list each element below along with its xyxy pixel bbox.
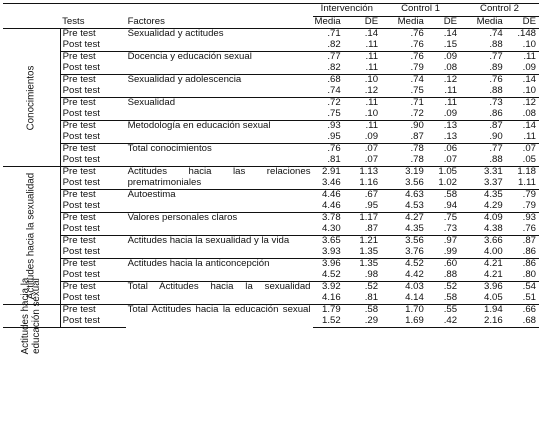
- de-value-cell: .10: [522, 39, 536, 50]
- test-cell: Post test: [62, 292, 100, 303]
- category-label: [3, 277, 60, 355]
- de-value-cell: 1.18: [506, 167, 539, 179]
- de-value-cell: .93: [506, 213, 539, 225]
- test-cell: Pre test: [60, 75, 125, 87]
- de-value-cell: .87: [364, 223, 379, 234]
- de-value-cell: .09: [443, 108, 458, 119]
- de-value-cell: .12: [364, 85, 379, 96]
- media-value-cell: 4.52: [381, 259, 427, 271]
- de-value-cell: .15: [443, 39, 458, 50]
- column-header-media: Media: [381, 17, 427, 29]
- test-cell: Post test: [62, 223, 100, 234]
- de-value-cell: 1.17: [344, 213, 381, 225]
- media-value-cell: .86: [489, 108, 503, 119]
- media-value-cell: 4.03: [381, 282, 427, 294]
- media-value-cell: 4.38: [484, 223, 503, 234]
- results-table: [3, 3, 539, 355]
- media-value-cell: 3.92: [313, 282, 344, 294]
- media-value-cell: 4.42: [405, 269, 424, 280]
- de-value-cell: .09: [427, 52, 460, 64]
- de-value-cell: 1.02: [438, 177, 458, 188]
- de-value-cell: 1.05: [427, 167, 460, 179]
- media-value-cell: 3.56: [405, 177, 424, 188]
- group-header-control-2: Control 2: [460, 4, 539, 17]
- de-value-cell: .11: [365, 62, 379, 73]
- media-value-cell: 3.96: [460, 282, 506, 294]
- de-value-cell: .86: [506, 259, 539, 271]
- header-row-groups: [3, 4, 539, 17]
- media-value-cell: .76: [410, 28, 424, 39]
- de-value-cell: .52: [427, 282, 460, 294]
- media-value-cell: .78: [410, 154, 424, 165]
- de-value-cell: .81: [364, 292, 379, 303]
- de-value-cell: .12: [506, 98, 539, 110]
- factor-cell: Total Actitudes hacia la sexualidad: [126, 282, 313, 305]
- factor-cell: Sexualidad: [126, 98, 313, 121]
- de-value-cell: .11: [344, 98, 381, 110]
- de-value-cell: 1.35: [344, 259, 381, 271]
- media-value-cell: 4.00: [484, 246, 503, 257]
- media-value-cell: .82: [327, 39, 341, 50]
- de-value-cell: .55: [427, 305, 460, 317]
- de-value-cell: .14: [506, 121, 539, 133]
- test-cell: Pre test: [60, 213, 125, 225]
- de-value-cell: .88: [443, 269, 458, 280]
- de-value-cell: .11: [506, 52, 539, 64]
- media-value-cell: 4.35: [460, 190, 506, 202]
- de-value-cell: .42: [427, 316, 460, 328]
- media-value-cell: .76: [410, 39, 424, 50]
- de-value-cell: .10: [522, 85, 536, 96]
- column-header-media: Media: [313, 17, 344, 29]
- media-value-cell: 3.66: [460, 236, 506, 248]
- de-value-cell: .13: [427, 121, 460, 133]
- de-value-cell: .76: [522, 223, 536, 234]
- media-value-cell: 4.16: [322, 292, 341, 303]
- de-value-cell: .58: [443, 292, 458, 303]
- media-value-cell: .77: [460, 144, 506, 156]
- de-value-cell: .05: [522, 154, 536, 165]
- media-value-cell: .81: [327, 154, 341, 165]
- factor-cell: Metodología en educación sexual: [126, 121, 313, 144]
- media-value-cell: .76: [381, 52, 427, 64]
- media-value-cell: 1.70: [381, 305, 427, 317]
- de-value-cell: .11: [344, 121, 381, 133]
- de-value-cell: .79: [506, 190, 539, 202]
- media-value-cell: .68: [313, 75, 344, 87]
- media-value-cell: 1.52: [313, 316, 344, 328]
- column-header-de: DE: [344, 17, 381, 29]
- factor-cell: Autoestima: [126, 190, 313, 213]
- factor-cell: Valores personales claros: [126, 213, 313, 236]
- group-header-intervencion: Intervención: [313, 4, 382, 17]
- de-value-cell: .58: [427, 190, 460, 202]
- media-value-cell: 4.21: [484, 269, 503, 280]
- media-value-cell: .75: [410, 85, 424, 96]
- media-value-cell: 4.52: [322, 269, 341, 280]
- de-value-cell: .10: [344, 75, 381, 87]
- de-value-cell: .98: [364, 269, 379, 280]
- media-value-cell: .72: [410, 108, 424, 119]
- test-cell: Post test: [62, 269, 100, 280]
- de-value-cell: .97: [427, 236, 460, 248]
- de-value-cell: .94: [443, 200, 458, 211]
- test-cell: Pre test: [60, 144, 125, 156]
- test-cell: Pre test: [62, 28, 96, 39]
- de-value-cell: .13: [443, 131, 458, 142]
- column-header-tests: Tests: [60, 17, 125, 29]
- media-value-cell: .75: [327, 108, 341, 119]
- de-value-cell: .29: [344, 316, 381, 328]
- de-value-cell: .52: [344, 282, 381, 294]
- test-cell: Pre test: [60, 167, 125, 179]
- de-value-cell: .67: [344, 190, 381, 202]
- media-value-cell: .90: [381, 121, 427, 133]
- de-value-cell: .75: [427, 213, 460, 225]
- media-value-cell: 3.19: [381, 167, 427, 179]
- media-value-cell: 2.91: [313, 167, 344, 179]
- media-value-cell: .71: [327, 28, 341, 39]
- media-value-cell: .79: [410, 62, 424, 73]
- de-value-cell: .11: [444, 85, 458, 96]
- media-value-cell: 3.46: [322, 177, 341, 188]
- media-value-cell: .90: [489, 131, 503, 142]
- media-value-cell: .74: [381, 75, 427, 87]
- de-value-cell: .08: [522, 108, 536, 119]
- media-value-cell: 3.37: [484, 177, 503, 188]
- media-value-cell: 3.78: [313, 213, 344, 225]
- factor-cell: Actitudes hacia las relaciones prematrimoniales: [127, 166, 311, 188]
- de-value-cell: .14: [506, 75, 539, 87]
- de-value-cell: .07: [364, 154, 379, 165]
- media-value-cell: .87: [460, 121, 506, 133]
- de-value-cell: .73: [443, 223, 458, 234]
- factor-cell: Total conocimientos: [126, 144, 313, 167]
- media-value-cell: .88: [489, 85, 503, 96]
- test-cell: Post test: [62, 85, 100, 96]
- media-value-cell: 4.27: [381, 213, 427, 225]
- test-cell: Post test: [62, 200, 100, 211]
- de-value-cell: .11: [523, 131, 536, 142]
- factor-cell: Sexualidad y adolescencia: [126, 75, 313, 98]
- media-value-cell: 4.05: [484, 292, 503, 303]
- media-value-cell: 4.35: [405, 223, 424, 234]
- factor-cell: Docencia y educación sexual: [126, 52, 313, 75]
- media-value-cell: 4.30: [322, 223, 341, 234]
- de-value-cell: .11: [427, 98, 460, 110]
- category-text: Conocimientos: [25, 65, 37, 130]
- test-cell: Post test: [62, 177, 100, 188]
- factor-cell: Sexualidad y actitudes: [127, 28, 224, 39]
- de-value-cell: .60: [427, 259, 460, 271]
- media-value-cell: 3.93: [322, 246, 341, 257]
- column-header-de: DE: [427, 17, 460, 29]
- test-cell: Post test: [62, 39, 100, 50]
- media-value-cell: .95: [327, 131, 341, 142]
- column-header-de: DE: [506, 17, 539, 29]
- test-cell: Post test: [62, 62, 100, 73]
- table-body: [3, 28, 539, 355]
- de-value-cell: .07: [443, 154, 458, 165]
- de-value-cell: .54: [506, 282, 539, 294]
- media-value-cell: .73: [460, 98, 506, 110]
- test-cell: Pre test: [60, 259, 125, 271]
- media-value-cell: 1.69: [381, 316, 427, 328]
- media-value-cell: 1.79: [313, 305, 344, 317]
- de-value-cell: .95: [364, 200, 379, 211]
- media-value-cell: .76: [460, 75, 506, 87]
- media-value-cell: 4.63: [381, 190, 427, 202]
- media-value-cell: 3.56: [381, 236, 427, 248]
- de-value-cell: 1.16: [359, 177, 379, 188]
- test-cell: Post test: [62, 154, 100, 165]
- factor-cell: Total Actitudes hacia la educación sexual: [126, 305, 313, 328]
- media-value-cell: 3.76: [405, 246, 424, 257]
- de-value-cell: .12: [427, 75, 460, 87]
- media-value-cell: .74: [327, 85, 341, 96]
- test-cell: Pre test: [60, 98, 125, 110]
- media-value-cell: .93: [313, 121, 344, 133]
- de-value-cell: 1.35: [359, 246, 379, 257]
- media-value-cell: 3.65: [313, 236, 344, 248]
- de-value-cell: .08: [443, 62, 458, 73]
- media-value-cell: 4.46: [313, 190, 344, 202]
- media-value-cell: .76: [313, 144, 344, 156]
- column-header-factores: Factores: [126, 17, 313, 29]
- de-value-cell: .14: [443, 28, 458, 39]
- de-value-cell: .09: [364, 131, 379, 142]
- header-row-columns: [3, 17, 539, 29]
- results-table-container: [3, 3, 539, 355]
- media-value-cell: .88: [489, 154, 503, 165]
- column-header-media: Media: [460, 17, 506, 29]
- test-cell: Pre test: [60, 190, 125, 202]
- media-value-cell: 2.16: [460, 316, 506, 328]
- test-cell: Pre test: [60, 282, 125, 294]
- media-value-cell: .82: [327, 62, 341, 73]
- test-cell: Pre test: [60, 305, 125, 317]
- de-value-cell: .14: [364, 28, 379, 39]
- de-value-cell: .99: [443, 246, 458, 257]
- media-value-cell: 3.31: [460, 167, 506, 179]
- de-value-cell: .87: [506, 236, 539, 248]
- de-value-cell: .58: [344, 305, 381, 317]
- media-value-cell: .72: [313, 98, 344, 110]
- test-cell: Post test: [60, 316, 125, 328]
- media-value-cell: 3.96: [313, 259, 344, 271]
- category-text: Actitudes hacia la educación sexual: [20, 277, 43, 355]
- de-value-cell: .66: [506, 305, 539, 317]
- de-value-cell: .07: [344, 144, 381, 156]
- media-value-cell: .71: [381, 98, 427, 110]
- de-value-cell: 1.21: [344, 236, 381, 248]
- media-value-cell: .77: [460, 52, 506, 64]
- de-value-cell: .68: [506, 316, 539, 328]
- de-value-cell: .11: [344, 52, 381, 64]
- factor-cell: Actitudes hacia la anticoncepción: [126, 259, 313, 282]
- de-value-cell: .148: [517, 28, 536, 39]
- de-value-cell: .10: [364, 108, 379, 119]
- de-value-cell: .80: [522, 269, 536, 280]
- media-value-cell: 4.09: [460, 213, 506, 225]
- category-text: Actitudes hacia la sexualidad: [25, 172, 37, 299]
- media-value-cell: 4.46: [322, 200, 341, 211]
- de-value-cell: .09: [522, 62, 536, 73]
- media-value-cell: 4.29: [484, 200, 503, 211]
- media-value-cell: 1.94: [460, 305, 506, 317]
- de-value-cell: 1.13: [344, 167, 381, 179]
- de-value-cell: .11: [365, 39, 379, 50]
- factor-cell: Actitudes hacia la sexualidad y la vida: [126, 236, 313, 259]
- de-value-cell: .07: [506, 144, 539, 156]
- media-value-cell: .78: [381, 144, 427, 156]
- test-cell: Post test: [62, 131, 100, 142]
- de-value-cell: .86: [522, 246, 536, 257]
- media-value-cell: 4.53: [405, 200, 424, 211]
- media-value-cell: .87: [410, 131, 424, 142]
- media-value-cell: 4.21: [460, 259, 506, 271]
- de-value-cell: 1.11: [518, 177, 536, 188]
- test-cell: Pre test: [60, 236, 125, 248]
- test-cell: Pre test: [60, 121, 125, 133]
- de-value-cell: .06: [427, 144, 460, 156]
- test-cell: Post test: [62, 108, 100, 119]
- media-value-cell: .88: [489, 39, 503, 50]
- test-cell: Pre test: [60, 52, 125, 64]
- test-cell: Post test: [62, 246, 100, 257]
- media-value-cell: .74: [489, 28, 503, 39]
- group-header-control-1: Control 1: [381, 4, 460, 17]
- de-value-cell: .51: [522, 292, 536, 303]
- media-value-cell: 4.14: [405, 292, 424, 303]
- de-value-cell: .79: [522, 200, 536, 211]
- media-value-cell: .89: [489, 62, 503, 73]
- media-value-cell: .77: [313, 52, 344, 64]
